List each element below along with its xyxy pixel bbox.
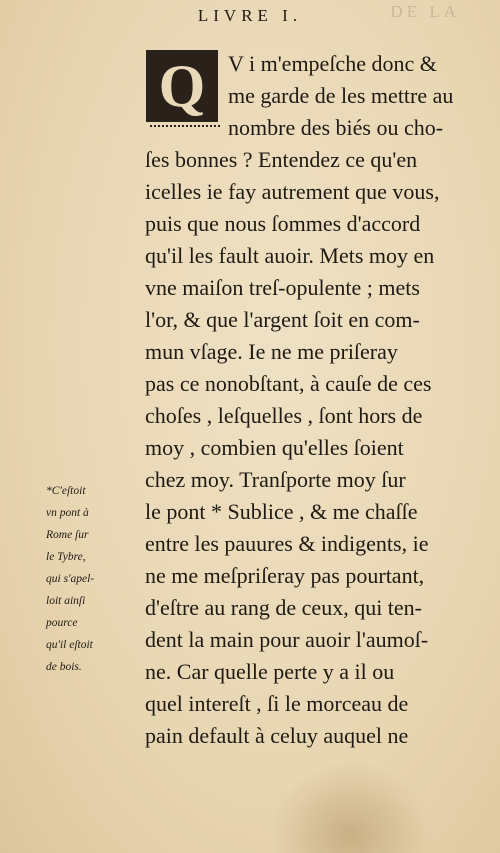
text-line: nombre des biés ou cho-	[228, 115, 444, 140]
initial-ornament	[150, 125, 220, 133]
text-line: V i m'empeſche donc &	[228, 51, 437, 76]
water-stain	[270, 760, 430, 853]
text-line: d'eſtre au rang de ceux, qui ten-	[145, 595, 423, 620]
note-line: de bois.	[46, 661, 82, 673]
decorated-initial: Q	[146, 50, 218, 122]
running-header: LIVRE I.	[197, 6, 303, 25]
text-line: me garde de les mettre au	[228, 83, 454, 108]
note-line: qu'il eſtoit	[46, 639, 93, 651]
note-line: le Tybre,	[46, 551, 86, 563]
text-line: dent la main pour auoir l'aumoſ-	[145, 627, 429, 652]
text-line: pain default à celuy auquel ne	[145, 723, 409, 748]
note-line: loit ainſi	[46, 595, 86, 607]
text-line: ne me meſpriſeray pas pourtant,	[145, 563, 425, 588]
note-line: *C'eſtoit	[46, 485, 86, 497]
text-line: qu'il les fault auoir. Mets moy en	[145, 243, 435, 268]
note-line: qui s'apel-	[46, 573, 95, 585]
note-line: vn pont à	[46, 507, 89, 519]
note-line: pource	[46, 617, 78, 629]
text-line: puis que nous ſommes d'accord	[145, 211, 421, 236]
note-line: Rome ſur	[46, 529, 89, 541]
text-line: choſes , leſquelles , ſont hors de	[145, 403, 423, 428]
text-line: icelles ie fay autrement que vous,	[145, 179, 440, 204]
text-line: ſes bonnes ? Entendez ce qu'en	[145, 147, 418, 172]
text-line: quel intereſt , ſi le morceau de	[145, 691, 409, 716]
text-line: mun vſage. Ie ne me priſeray	[145, 339, 398, 364]
text-line: moy , combien qu'elles ſoient	[145, 435, 404, 460]
text-line: pas ce nonobſtant, à cauſe de ces	[145, 371, 432, 396]
text-line: vne maiſon treſ-opulente ; mets	[145, 275, 420, 300]
text-line: le pont * Sublice , & me chaſſe	[145, 499, 418, 524]
text-line: entre les pauures & indigents, ie	[145, 531, 429, 556]
text-line: chez moy. Tranſporte moy ſur	[145, 467, 406, 492]
bleed-through-text: DE LA	[390, 2, 460, 21]
text-line: l'or, & que l'argent ſoit en com-	[145, 307, 420, 332]
text-line: ne. Car quelle perte y a il ou	[145, 659, 395, 684]
